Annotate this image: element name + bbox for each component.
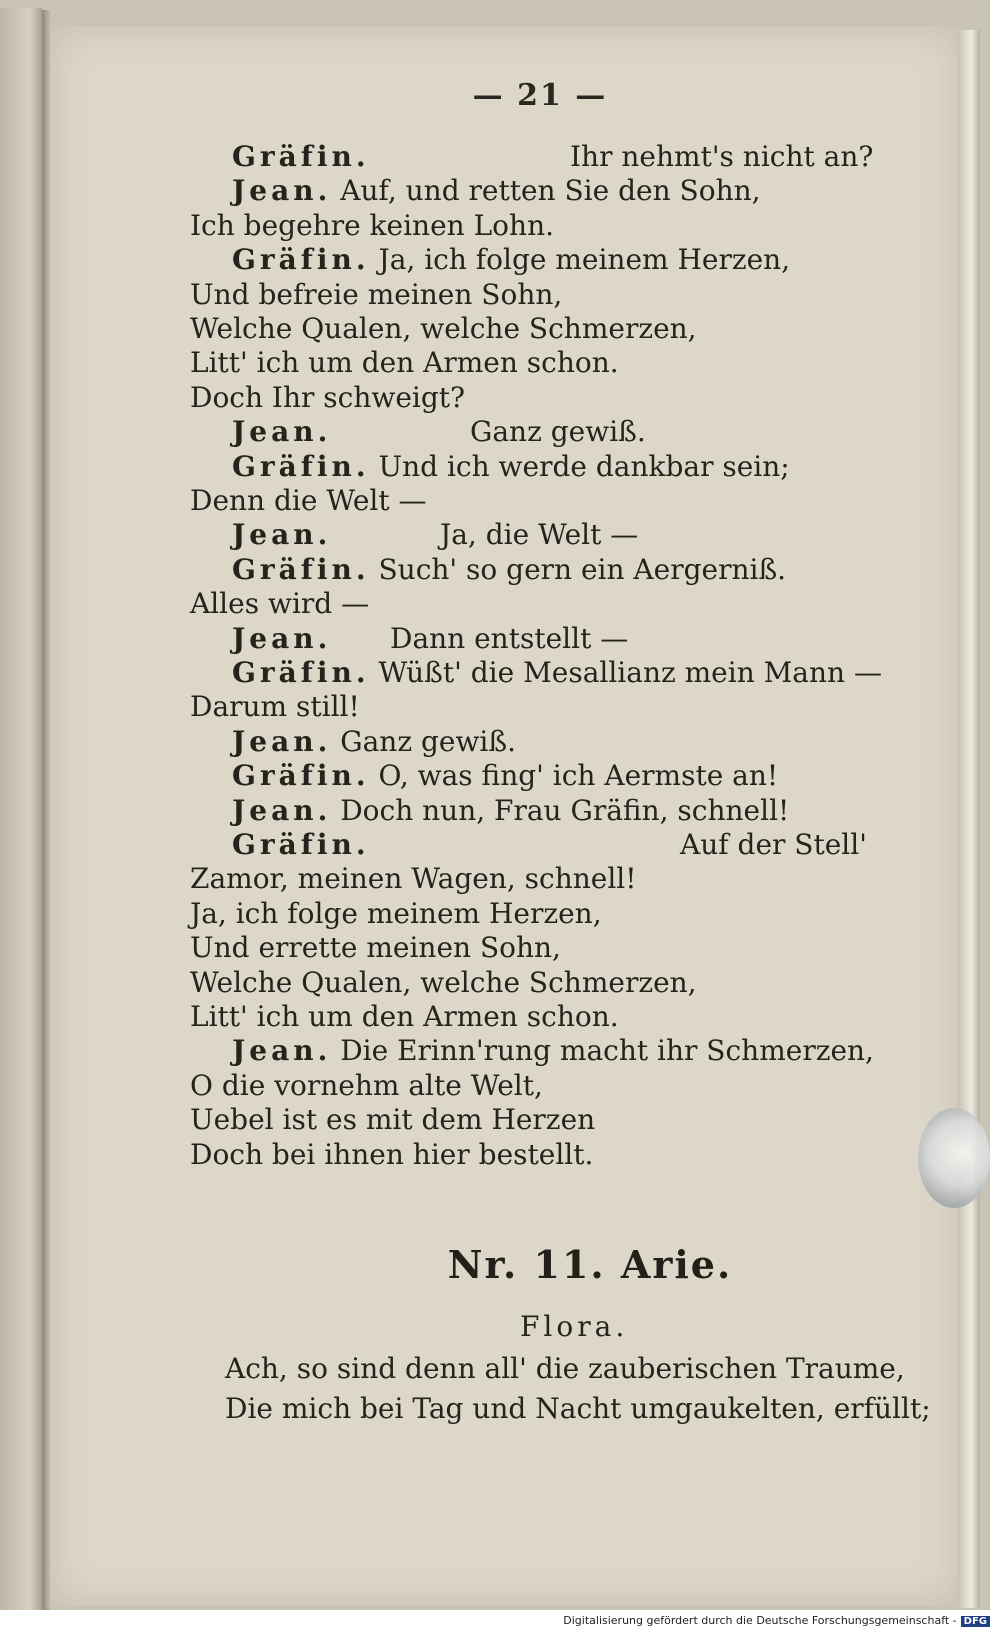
text-line [190,794,972,828]
speaker-name: Gräfin. [232,140,370,173]
text-line [190,1138,930,1172]
line-text: Die Erinn'rung macht ihr Schmerzen, [340,1034,874,1068]
line-text: Und befreie meinen Sohn, [190,277,563,311]
line-text: Litt' ich um den Armen schon. [190,1000,619,1033]
text-line [190,174,972,208]
line-text: Und ich werde dankbar sein; [378,449,790,483]
page-number: — 21 — [472,78,608,113]
text-line [190,209,930,243]
text-line [190,518,972,552]
speaker-name: Gräfin. [232,828,370,861]
text-line [190,312,930,346]
line-text: Welche Qualen, welche Schmerzen, [190,312,697,345]
text-line [190,1000,930,1034]
line-text: Doch bei ihnen hier bestellt. [190,1137,594,1171]
line-text: Doch Ihr schweigt? [190,380,466,414]
text-line [190,381,930,415]
text-line [190,553,972,587]
text-line [190,1069,930,1103]
line-text-right: Ja, die Welt — [440,518,639,552]
line-text: Zamor, meinen Wagen, schnell! [190,862,637,896]
line-text: Doch nun, Frau Gräfin, schnell! [340,793,790,827]
text-line [190,759,972,793]
text-line [190,690,930,724]
text-line [190,966,930,1000]
text-line [190,725,972,759]
text-line [190,931,930,965]
line-text: O, was fing' ich Aermste an! [378,759,779,793]
text-line [190,243,972,277]
line-text-right: Dann entstellt — [390,621,629,655]
line-text: Ganz gewiß. [340,724,516,758]
line-text: Such' so gern ein Aergerniß. [378,552,787,586]
text-line [190,415,972,449]
line-text: Ja, ich folge meinem Herzen, [190,896,602,930]
footer-credit [563,1614,990,1627]
line-text: Ich begehre keinen Lohn. [190,208,554,242]
speaker-name: Jean. [232,518,332,552]
text-line [190,1103,930,1137]
line-text: Litt' ich um den Armen schon. [190,346,619,380]
speaker-name: Jean. [232,793,332,827]
dfg-logo: DFG [961,1616,990,1627]
speaker-name: Gräfin. [232,656,370,689]
text-line [190,140,972,174]
speaker-name: Jean. [232,621,332,655]
section-speaker: Flora. [520,1310,629,1343]
line-text: Und errette meinen Sohn, [190,931,561,965]
text-line [190,278,930,312]
line-text: O die vornehm alte Welt, [190,1068,543,1102]
line-text: Denn die Welt — [190,484,427,517]
line-text: Wüßt' die Mesallianz mein Mann — [378,656,882,689]
text-line [190,484,930,518]
speaker-name: Jean. [232,1034,332,1068]
aria-line: Die mich bei Tag und Nacht umgaukelten, erfüllt; [225,1392,931,1425]
aria-line: Ach, so sind denn all' die zauberischen Traume, [225,1352,905,1385]
line-text: Uebel ist es mit dem Herzen [190,1103,596,1137]
text-line [190,862,930,896]
line-text: Alles wird — [190,587,370,621]
line-text: Auf, und retten Sie den Sohn, [340,174,761,208]
text-line [190,1034,972,1068]
text-line [190,587,930,621]
speaker-name: Gräfin. [232,449,370,483]
speaker-name: Gräfin. [232,552,370,586]
speaker-name: Gräfin. [232,759,370,793]
text-line [190,346,930,380]
text-line [190,897,930,931]
line-text-right: Ihr nehmt's nicht an? [570,140,874,173]
footer-text: Digitalisierung gefördert durch die Deutsche Forschungsgemeinschaft - [563,1614,957,1627]
line-text: Darum still! [190,690,360,724]
line-text: Welche Qualen, welche Schmerzen, [190,965,697,999]
text-line [190,656,972,690]
speaker-name: Gräfin. [232,243,370,277]
speaker-name: Jean. [232,174,332,208]
line-text-right: Auf der Stell' [680,828,867,861]
text-line [190,622,972,656]
section-heading: Nr. 11. Arie. [447,1242,733,1287]
speaker-name: Jean. [232,415,332,449]
line-text: Ja, ich folge meinem Herzen, [378,243,791,277]
text-line [190,450,972,484]
speaker-name: Jean. [232,724,332,758]
line-text-right: Ganz gewiß. [470,415,646,449]
text-line [190,828,972,862]
